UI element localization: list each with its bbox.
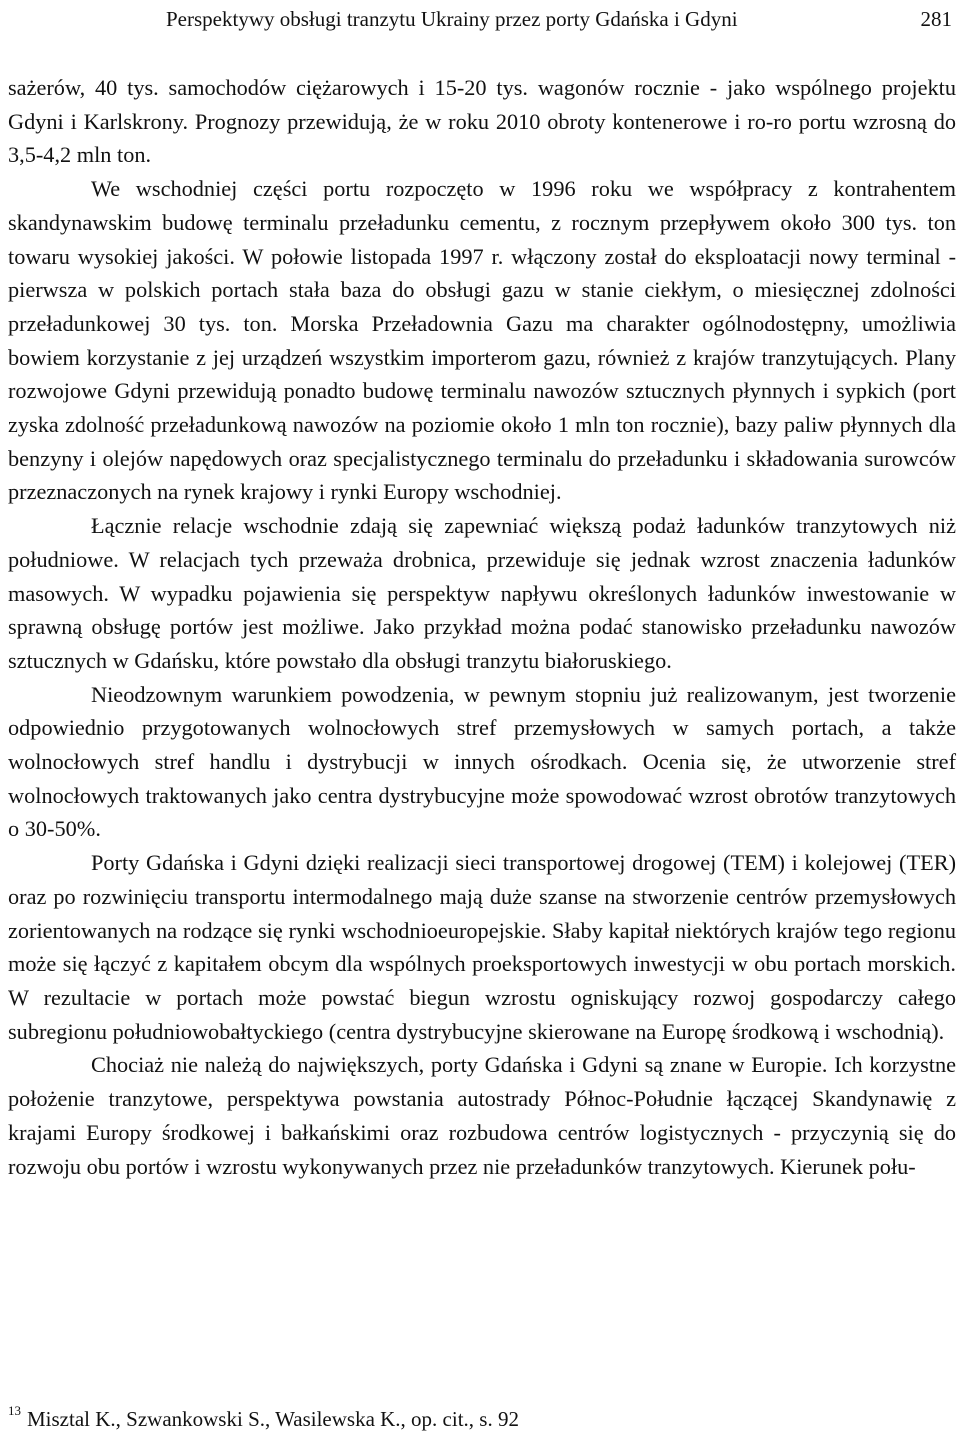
footnote-text: Misztal K., Szwankowski S., Wasilewska K., op. cit., s. 92 bbox=[27, 1407, 519, 1431]
paragraph: Nieodzownym warunkiem powodzenia, w pewnym stopniu już realizowanym, jest tworzenie odpowiednio przygotowanych wolnocłowych stref przemysłowych w samych portach, a także wolnocłowych stref handlu i dystrybucji w innych ośrodkach. Ocenia się, że utworzenie stref wolnocłowych traktowanych jako centra dystrybucyjne może spowodować wzrost obrotów tranzytowych o 30-50%. bbox=[8, 681, 956, 842]
paragraph: Łącznie relacje wschodnie zdają się zapewniać większą podaż ładunków tranzytowych niż południowe. W relacjach tych przeważa drobnica, przewiduje się jednak wzrost znaczenia ładunków masowych. W wypadku pojawienia się perspektyw napływu określonych ładunków inwestowanie w sprawną obsługę portów jest możliwe. Jako przykład można podać stanowisko przeładunku nawozów sztucznych w Gdańsku, które powstało dla obsługi tranzytu białoruskiego. bbox=[8, 513, 956, 673]
body-text bbox=[8, 71, 956, 1183]
running-header bbox=[8, 4, 952, 34]
paragraph: Porty Gdańska i Gdyni dzięki realizacji sieci transportowej drogowej (TEM) i kolejowej (TER) oraz po rozwinięciu transportu intermodalnego mają duże szanse na stworzenie centrów przemysłowych zorientowanych na rodzące się rynki wschodnioeuropejskie. Słaby kapitał niektórych krajów tego regionu może się łączyć z kapitałem obcym dla wspólnych proeksportowych inwestycji w obu portach morskich. W rezultacie w portach może powstać biegun wzrostu ogniskujący rozwoj gospodarczy całego subregionu południowobałtyckiego (centra dystrybucyjne skierowane na Europę środkową i wschodnią). bbox=[8, 850, 956, 1044]
footnote bbox=[8, 1405, 519, 1433]
running-title: Perspektywy obsługi tranzytu Ukrainy przez porty Gdańska i Gdyni bbox=[166, 7, 738, 31]
paragraph-continuation: sażerów, 40 tys. samochodów ciężarowych i 15-20 tys. wagonów rocznie - jako wspólnego projektu Gdyni i Karlskrony. Prognozy przewidują, że w roku 2010 obroty kontenerowe i ro-ro portu wzrosną do 3,5-4,2 mln ton. bbox=[8, 75, 956, 168]
footnote-number: 13 bbox=[8, 1403, 21, 1418]
page-number: 281 bbox=[920, 7, 952, 31]
paragraph: Chociaż nie należą do największych, porty Gdańska i Gdyni są znane w Europie. Ich korzystne położenie tranzytowe, perspektywa powstania autostrady Północ-Południe łączącej Skandynawię z krajami Europy środkowej i bałkańskimi oraz rozbudowa centrów logistycznych - przyczynią się do rozwoju obu portów i wzrostu wykonywanych przez nie przeładunków tranzytowych. Kierunek połu- bbox=[8, 1052, 956, 1179]
paragraph: We wschodniej części portu rozpoczęto w 1996 roku we współpracy z kontrahentem skandynawskim budowę terminalu przeładunku cementu, z rocznym przepływem około 300 tys. ton towaru wysokiej jakości. W połowie listopada 1997 r. włączony został do eksploatacji nowy terminal - pierwsza w polskich portach stała baza do obsługi gazu w stanie ciekłym, o miesięcznej zdolności przeładunkowej 30 tys. ton. Morska Przeładownia Gazu ma charakter ogólnodostępny, umożliwia bowiem korzystanie z jej urządzeń wszystkim importerom gazu, również z krajów tranzytujących. Plany rozwojowe Gdyni przewidują ponadto budowę terminalu nawozów sztucznych płynnych i sypkich (port zyska zdolność przeładunkową nawozów na poziomie około 1 mln ton rocznie), bazy paliw płynnych dla benzyny i olejów napędowych oraz specjalistycznego terminalu do przeładunku i składowania surowców przeznaczonych na rynek krajowy i rynki Europy wschodniej. bbox=[8, 176, 956, 505]
